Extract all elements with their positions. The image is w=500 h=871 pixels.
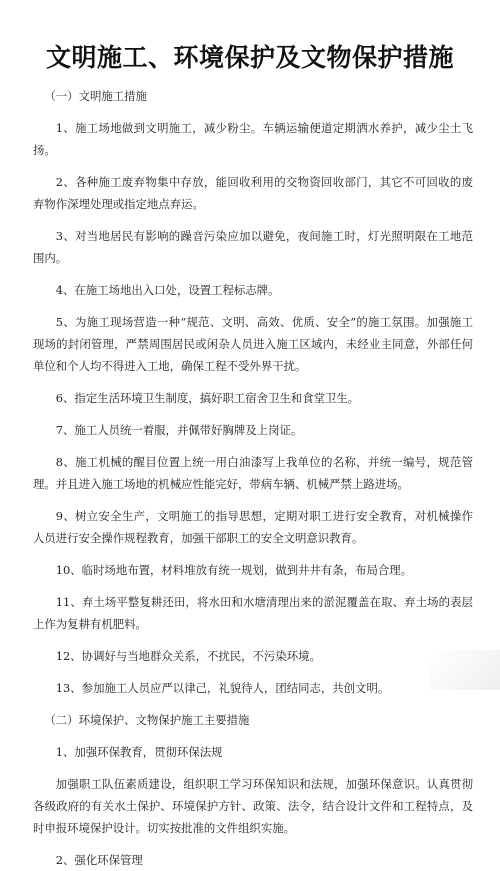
- paragraph-item-3: 3、对当地居民有影响的躁音污染应加以避免，夜间施工时，灯光照明限在工地范围内。: [33, 229, 473, 265]
- paragraph-item-6: 6、指定生活环境卫生制度，搞好职工宿舍卫生和食堂卫生。: [55, 391, 360, 405]
- section-heading-civilized-construction: （一）文明施工措施: [44, 89, 147, 103]
- paragraph-item-5: 5、为施工现场营造一种“规范、文明、高效、优质、安全”的施工氛围。加强施工现场的封闭管理，严禁周围居民或闲杂人员进入施工区域内，未经业主同意，外部任何单位和个人均不得进入工地，确保工程不受外界干扰。: [33, 315, 473, 373]
- document-title: 文明施工、环境保护及文物保护措施: [45, 43, 454, 72]
- paragraph-item-7: 7、施工人员统一着服，并佩带好胸牌及上岗证。: [55, 423, 303, 437]
- document-body: [33, 85, 473, 871]
- paragraph-item-13: 13、参加施工人员应严以律己，礼貌待人，团结同志，共创文明。: [55, 681, 390, 695]
- paragraph-item-2: 2、各种施工废弃物集中存放，能回收利用的交物资回收部门，其它不可回收的废弃物作深埋处理或指定地点弃运。: [33, 175, 473, 211]
- paragraph-item-1: 1、施工场地做到文明施工，减少粉尘。车辆运输便道定期洒水养护，减少尘土飞扬。: [33, 121, 473, 157]
- paragraph-item-11: 11、弃土场平整复耕还田，将水田和水塘清理出来的淤泥覆盖在取、弃土场的表层上作为复耕有机肥料。: [33, 595, 473, 631]
- page-corner-shadow: [430, 650, 500, 690]
- subheading-environmental-management: 2、强化环保管理: [55, 853, 143, 867]
- paragraph-item-10: 10、临时场地布置，材料堆放有统一规划，做到井井有条，布局合理。: [55, 563, 413, 577]
- section-heading-environmental-protection: （二）环境保护、文物保护施工主要措施: [44, 713, 250, 727]
- paragraph-item-9: 9、树立安全生产，文明施工的指导思想，定期对职工进行安全教育，对机械操作人员进行安全操作规程教育，加强干部职工的安全文明意识教育。: [33, 509, 473, 545]
- subheading-environmental-education: 1、加强环保教育，贯彻环保法规: [55, 745, 223, 759]
- paragraph-environmental-education: 加强职工队伍素质建设，组织职工学习环保知识和法规，加强环保意识。认真贯彻各级政府的有关水土保护、环境保护方针、政策、法令，结合设计文件和工程特点，及时申报环境保护设计。切实按批准的文件组织实施。: [33, 777, 473, 835]
- paragraph-item-4: 4、在施工场地出入口处，设置工程标志牌。: [55, 283, 280, 297]
- paragraph-item-12: 12、协调好与当地群众关系，不扰民，不污染环境。: [55, 649, 321, 663]
- paragraph-item-8: 8、施工机械的醒目位置上统一用白油漆写上我单位的名称，并统一编号，规范管理。并且进入施工场地的机械应性能完好，带病车辆、机械严禁上路进场。: [33, 455, 473, 491]
